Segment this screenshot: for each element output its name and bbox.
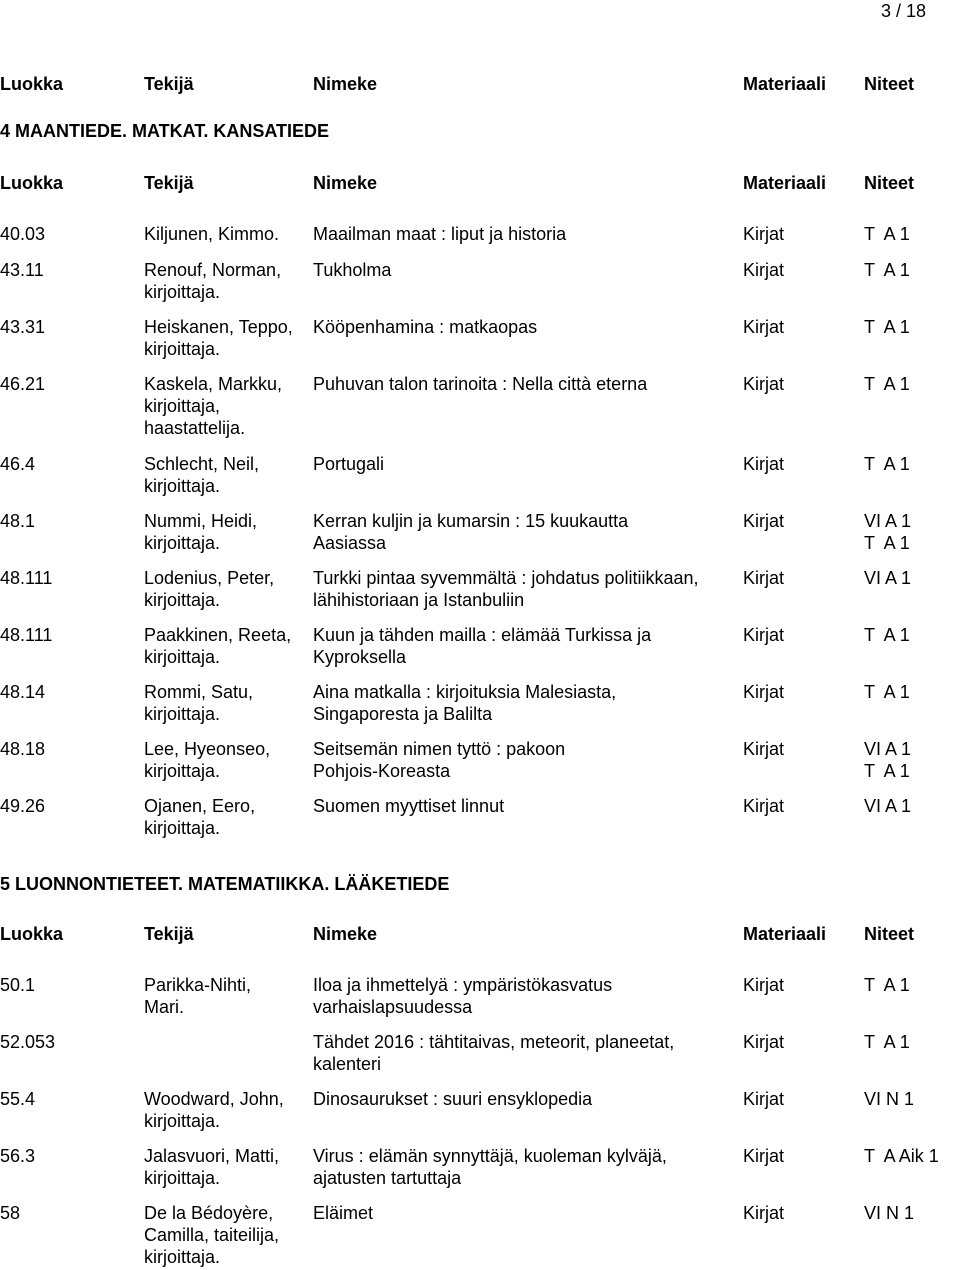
cell-luokka: 48.14: [0, 682, 46, 702]
cell-materiaali: Kirjat: [743, 796, 785, 816]
cell-luokka: 48.111: [0, 625, 53, 645]
cell-niteet: VI A 1: [864, 568, 912, 588]
cell-luokka: 48.1: [0, 511, 36, 531]
column-header-materiaali: Materiaali: [743, 173, 827, 193]
cell-niteet: T A 1: [864, 1032, 910, 1052]
cell-materiaali: Kirjat: [743, 260, 785, 280]
cell-tekija: Schlecht, Neil, kirjoittaja.: [144, 454, 260, 496]
cell-niteet: T A 1: [864, 625, 910, 645]
cell-materiaali: Kirjat: [743, 739, 785, 759]
column-header-nimeke: Nimeke: [313, 924, 378, 944]
cell-niteet: T A 1: [864, 224, 910, 244]
cell-nimeke: Tukholma: [313, 260, 392, 280]
cell-materiaali: Kirjat: [743, 454, 785, 474]
cell-niteet: T A 1: [864, 975, 910, 995]
cell-materiaali: Kirjat: [743, 1032, 785, 1052]
column-header-niteet: Niteet: [864, 74, 915, 94]
cell-tekija: Rommi, Satu, kirjoittaja.: [144, 682, 254, 724]
cell-luokka: 52.053: [0, 1032, 56, 1052]
cell-tekija: Renouf, Norman, kirjoittaja.: [144, 260, 282, 302]
cell-luokka: 46.4: [0, 454, 36, 474]
cell-nimeke: Eläimet: [313, 1203, 374, 1223]
cell-materiaali: Kirjat: [743, 682, 785, 702]
cell-niteet: T A 1: [864, 374, 910, 394]
column-header-luokka: Luokka: [0, 74, 64, 94]
cell-materiaali: Kirjat: [743, 1203, 785, 1223]
cell-nimeke: Seitsemän nimen tyttö : pakoon Pohjois-Koreasta: [313, 739, 566, 781]
column-header-nimeke: Nimeke: [313, 74, 378, 94]
cell-luokka: 55.4: [0, 1089, 36, 1109]
column-header-tekija: Tekijä: [144, 74, 194, 94]
cell-materiaali: Kirjat: [743, 975, 785, 995]
cell-materiaali: Kirjat: [743, 1146, 785, 1166]
section-title: 5 LUONNONTIETEET. MATEMATIIKKA. LÄÄKETIEDE: [0, 874, 450, 894]
cell-luokka: 56.3: [0, 1146, 36, 1166]
cell-tekija: Nummi, Heidi, kirjoittaja.: [144, 511, 258, 553]
column-header-luokka: Luokka: [0, 173, 64, 193]
column-header-row: [0, 172, 960, 194]
cell-luokka: 46.21: [0, 374, 46, 394]
cell-tekija: Kiljunen, Kimmo.: [144, 224, 280, 244]
cell-niteet: T A 1: [864, 317, 910, 337]
cell-tekija: Woodward, John, kirjoittaja.: [144, 1089, 284, 1131]
cell-nimeke: Virus : elämän synnyttäjä, kuoleman kylväjä, ajatusten tartuttaja: [313, 1146, 667, 1188]
column-header-tekija: Tekijä: [144, 924, 194, 944]
cell-tekija: De la Bédoyère, Camilla, taiteilija, kirjoittaja.: [144, 1203, 280, 1267]
column-header-tekija: Tekijä: [144, 173, 194, 193]
cell-tekija: Parikka-Nihti, Mari.: [144, 975, 252, 1017]
cell-nimeke: Dinosaurukset : suuri ensyklopedia: [313, 1089, 593, 1109]
cell-tekija: Jalasvuori, Matti, kirjoittaja.: [144, 1146, 280, 1188]
cell-niteet: VI A 1 T A 1: [864, 739, 912, 781]
cell-materiaali: Kirjat: [743, 374, 785, 394]
cell-materiaali: Kirjat: [743, 224, 785, 244]
cell-nimeke: Suomen myyttiset linnut: [313, 796, 505, 816]
cell-nimeke: Kööpenhamina : matkaopas: [313, 317, 538, 337]
cell-nimeke: Kuun ja tähden mailla : elämää Turkissa ja Kyproksella: [313, 625, 652, 667]
cell-luokka: 48.111: [0, 568, 53, 588]
cell-luokka: 43.31: [0, 317, 46, 337]
cell-tekija: Ojanen, Eero, kirjoittaja.: [144, 796, 256, 838]
cell-luokka: 48.18: [0, 739, 46, 759]
cell-tekija: Kaskela, Markku, kirjoittaja, haastattelija.: [144, 374, 283, 438]
cell-niteet: T A Aik 1: [864, 1146, 939, 1166]
column-header-niteet: Niteet: [864, 173, 915, 193]
cell-materiaali: Kirjat: [743, 317, 785, 337]
cell-niteet: T A 1: [864, 682, 910, 702]
cell-niteet: VI N 1: [864, 1203, 915, 1223]
cell-luokka: 43.11: [0, 260, 44, 280]
cell-tekija: Lodenius, Peter, kirjoittaja.: [144, 568, 275, 610]
cell-materiaali: Kirjat: [743, 511, 785, 531]
cell-nimeke: Turkki pintaa syvemmältä : johdatus politiikkaan, lähihistoriaan ja Istanbuliin: [313, 568, 699, 610]
cell-materiaali: Kirjat: [743, 568, 785, 588]
cell-nimeke: Tähdet 2016 : tähtitaivas, meteorit, planeetat, kalenteri: [313, 1032, 675, 1074]
column-header-materiaali: Materiaali: [743, 924, 827, 944]
cell-nimeke: Iloa ja ihmettelyä : ympäristökasvatus varhaislapsuudessa: [313, 975, 613, 1017]
cell-luokka: 58: [0, 1203, 21, 1223]
page-number: 3 / 18: [880, 1, 926, 21]
cell-materiaali: Kirjat: [743, 625, 785, 645]
cell-nimeke: Kerran kuljin ja kumarsin : 15 kuukautta Aasiassa: [313, 511, 629, 553]
section-title: 4 MAANTIEDE. MATKAT. KANSATIEDE: [0, 121, 330, 141]
cell-tekija: Heiskanen, Teppo, kirjoittaja.: [144, 317, 293, 359]
column-header-materiaali: Materiaali: [743, 74, 827, 94]
column-header-nimeke: Nimeke: [313, 173, 378, 193]
cell-tekija: Paakkinen, Reeta, kirjoittaja.: [144, 625, 292, 667]
cell-nimeke: Maailman maat : liput ja historia: [313, 224, 567, 244]
column-header-row: [0, 73, 960, 95]
cell-niteet: VI A 1: [864, 796, 912, 816]
cell-niteet: T A 1: [864, 454, 910, 474]
column-header-luokka: Luokka: [0, 924, 64, 944]
cell-luokka: 40.03: [0, 224, 46, 244]
cell-tekija: Lee, Hyeonseo, kirjoittaja.: [144, 739, 271, 781]
cell-nimeke: Aina matkalla : kirjoituksia Malesiasta, Singaporesta ja Balilta: [313, 682, 617, 724]
cell-niteet: VI A 1 T A 1: [864, 511, 912, 553]
cell-luokka: 49.26: [0, 796, 46, 816]
cell-materiaali: Kirjat: [743, 1089, 785, 1109]
cell-niteet: VI N 1: [864, 1089, 915, 1109]
column-header-row: [0, 923, 960, 945]
column-header-niteet: Niteet: [864, 924, 915, 944]
cell-niteet: T A 1: [864, 260, 910, 280]
cell-nimeke: Portugali: [313, 454, 385, 474]
cell-nimeke: Puhuvan talon tarinoita : Nella città eterna: [313, 374, 648, 394]
cell-luokka: 50.1: [0, 975, 36, 995]
